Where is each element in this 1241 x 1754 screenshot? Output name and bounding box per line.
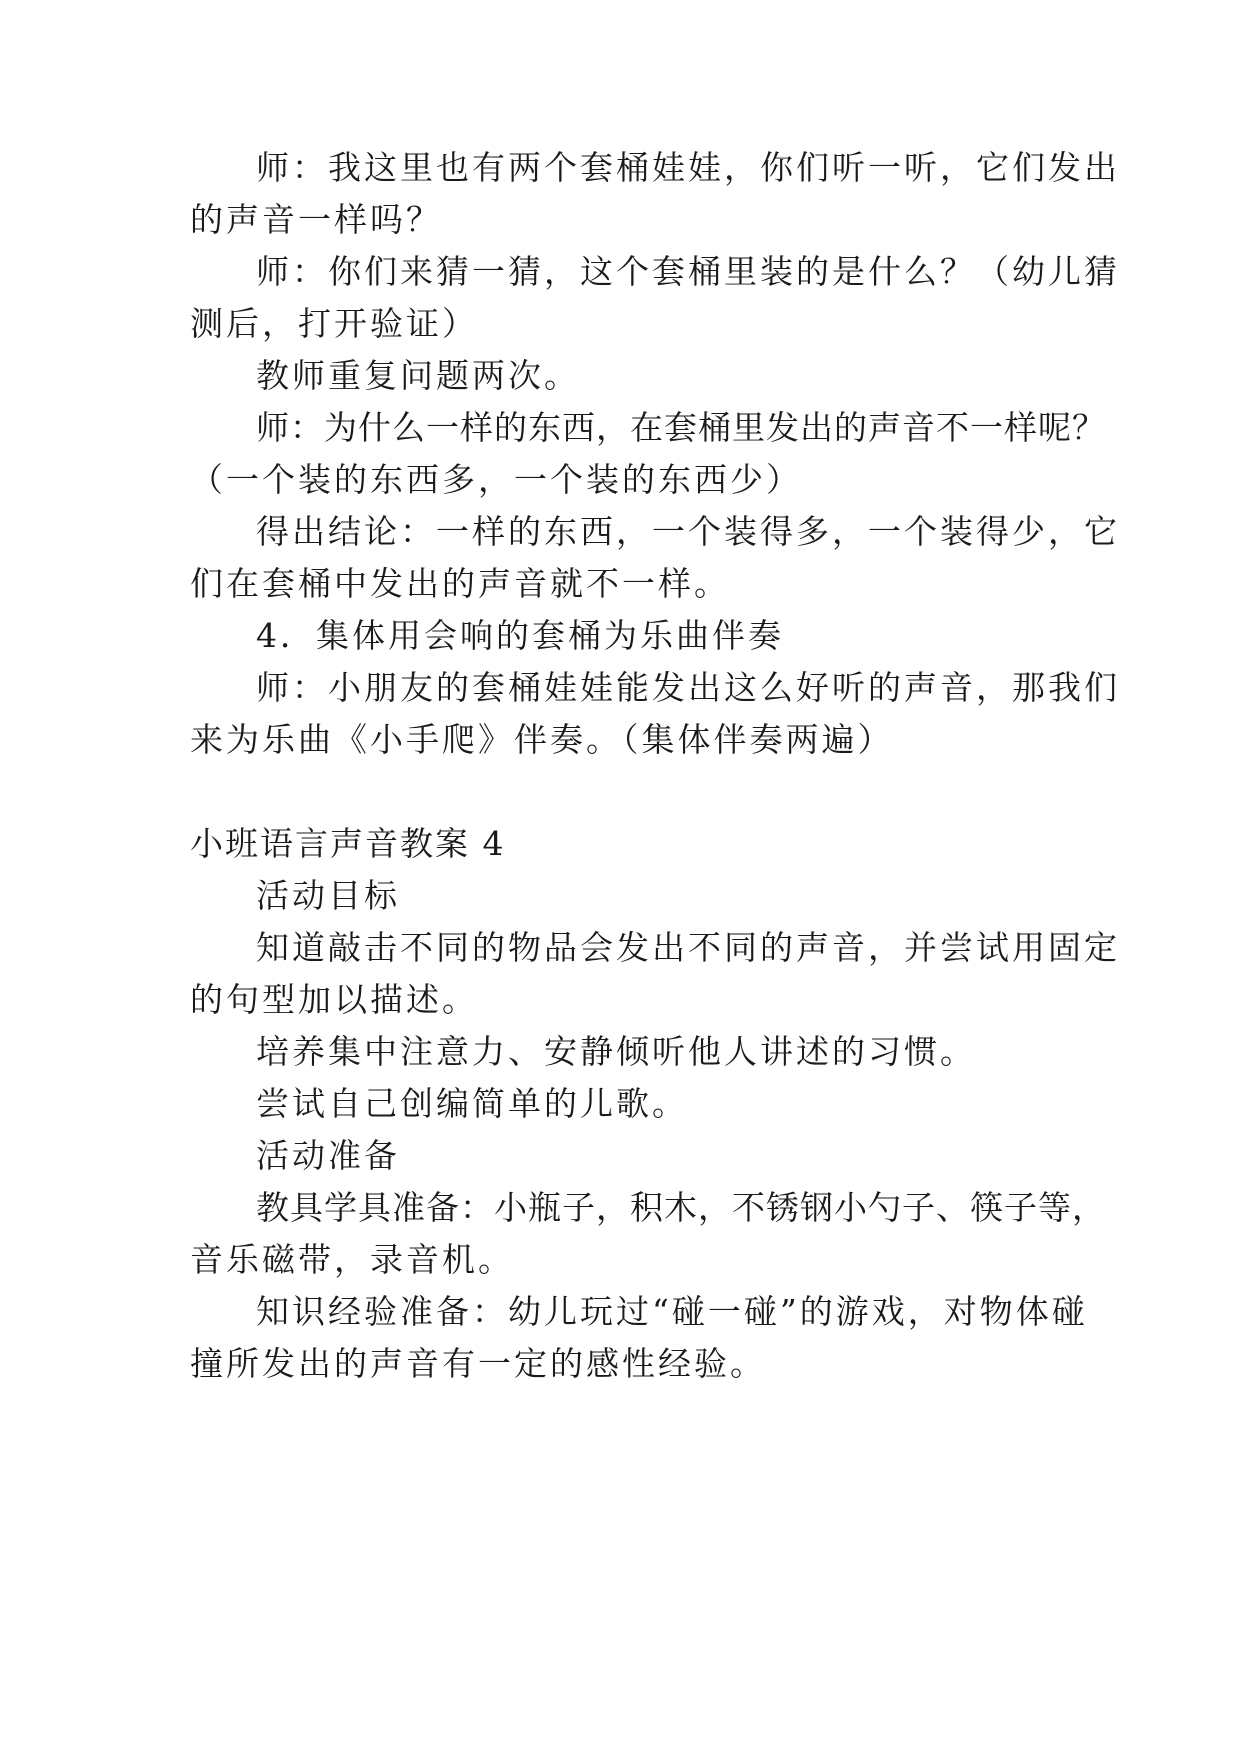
subheading: 活动准备 xyxy=(256,1136,400,1175)
paragraph-line: 师：你们来猜一猜，这个套桶里装的是什么？（幼儿猜 xyxy=(256,252,1120,291)
paragraph-line: 教师重复问题两次。 xyxy=(256,356,580,395)
paragraph-line: 测后，打开验证） xyxy=(190,304,478,343)
paragraph-line: 的句型加以描述。 xyxy=(190,980,478,1019)
paragraph-line: 培养集中注意力、安静倾听他人讲述的习惯。 xyxy=(256,1032,976,1071)
section-title: 小班语言声音教案 4 xyxy=(190,824,506,863)
subheading: 活动目标 xyxy=(256,876,400,915)
paragraph-line: 师：小朋友的套桶娃娃能发出这么好听的声音，那我们 xyxy=(256,668,1120,707)
paragraph-line: 知识经验准备：幼儿玩过“碰一碰”的游戏，对物体碰 xyxy=(256,1292,1088,1331)
numbered-step: 4．集体用会响的套桶为乐曲伴奏 xyxy=(256,616,784,655)
paragraph-line: 教具学具准备：小瓶子，积木，不锈钢小勺子、筷子等， xyxy=(256,1188,1106,1227)
paragraph-line: 撞所发出的声音有一定的感性经验。 xyxy=(190,1344,766,1383)
paragraph-line: 们在套桶中发出的声音就不一样。 xyxy=(190,564,730,603)
paragraph-line: 来为乐曲《小手爬》伴奏。（集体伴奏两遍） xyxy=(190,720,894,759)
paragraph-line: 师：为什么一样的东西，在套桶里发出的声音不一样呢？ xyxy=(256,408,1106,447)
paragraph-line: 知道敲击不同的物品会发出不同的声音，并尝试用固定 xyxy=(256,928,1120,967)
paragraph-line: 音乐磁带，录音机。 xyxy=(190,1240,514,1279)
paragraph-line: （一个装的东西多，一个装的东西少） xyxy=(190,460,802,499)
paragraph-line: 师：我这里也有两个套桶娃娃，你们听一听，它们发出 xyxy=(256,148,1120,187)
paragraph-line: 尝试自己创编简单的儿歌。 xyxy=(256,1084,688,1123)
paragraph-line: 的声音一样吗？ xyxy=(190,200,442,239)
paragraph-line: 得出结论：一样的东西，一个装得多，一个装得少，它 xyxy=(256,512,1120,551)
